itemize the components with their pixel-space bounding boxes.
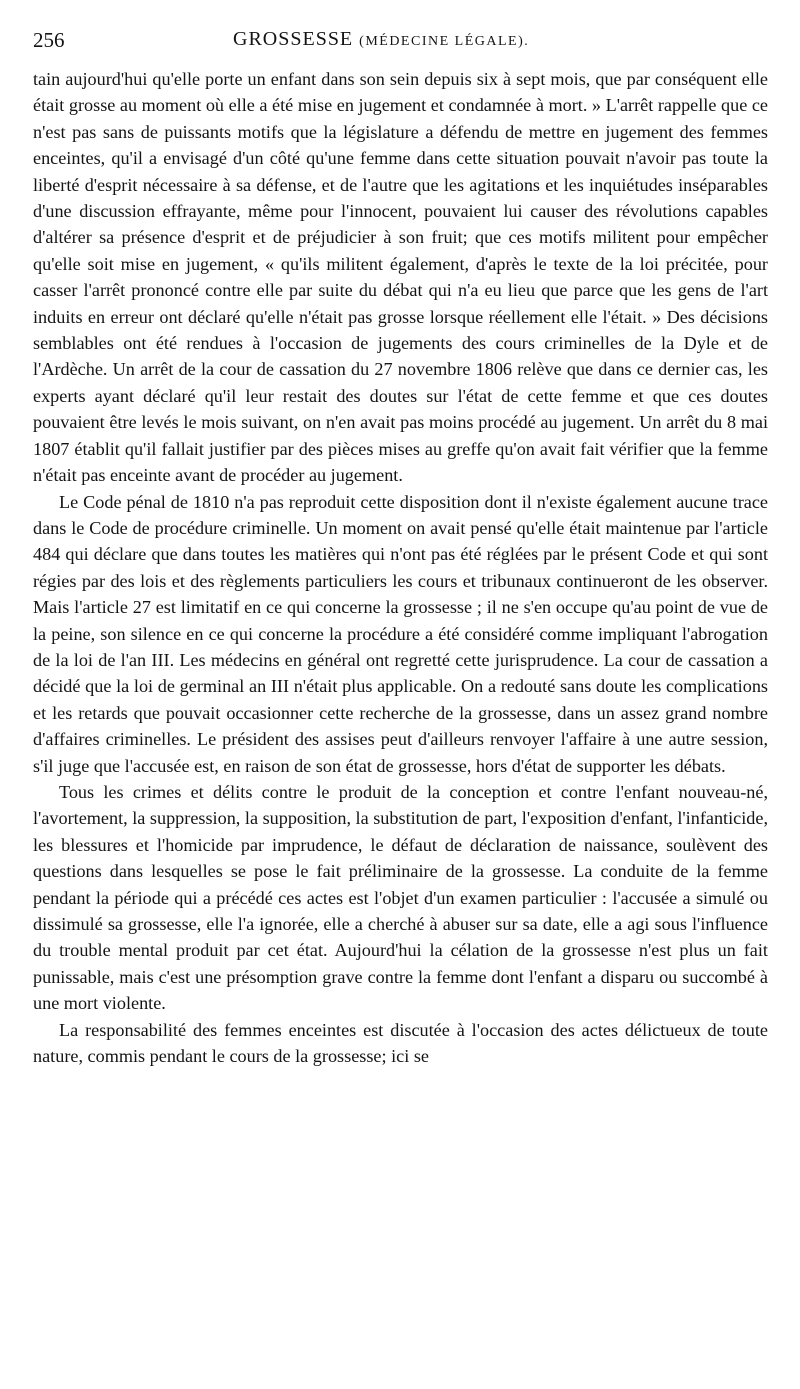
page-header	[33, 22, 768, 66]
paragraph-continuation: tain aujourd'hui qu'elle porte un enfant dans son sein depuis six à sept mois, que par conséquent elle était grosse au moment où elle a été mise en jugement et condamnée à mort. » L'arrêt rappelle que ce n'est pas sans de puissants motifs que la législature a défendu de mettre en jugement des femmes enceintes, qu'il a envisagé d'un côté qu'une femme dans cette situation pouvait n'avoir pas toute la liberté d'esprit nécessaire à sa défense, et de l'autre que les agitations et les inquiétudes inséparables d'une discussion effrayante, même pour l'innocent, pouvaient lui causer des révolutions capables d'altérer sa présence d'esprit et de préjudicier à son fruit; que ces motifs militent pour empêcher qu'elle soit mise en jugement, « qu'ils militent également, d'après le texte de la loi précitée, pour casser l'arrêt prononcé contre elle par suite du débat qui n'a eu lieu que parce que les gens de l'art induits en erreur ont déclaré qu'elle n'était pas grosse lorsque réellement elle l'était. » Des décisions semblables ont été rendues à l'occasion de jugements des cours criminelles de la Dyle et de l'Ardèche. Un arrêt de la cour de cassation du 27 novembre 1806 relève que dans ce dernier cas, les experts ayant déclaré qu'il leur restait des doutes sur l'état de cette femme et que ces doutes pouvaient être levés le mois suivant, on n'en avait pas moins procédé au jugement. Un arrêt du 8 mai 1807 établit qu'il fallait justifier par des pièces mises au greffe qu'on avait fait vérifier que la femme n'était pas enceinte avant de procéder au jugement.	[33, 69, 768, 486]
page-number: 256	[33, 28, 65, 52]
running-title-main: GROSSESSE	[233, 28, 354, 50]
running-title	[233, 28, 529, 51]
paragraph: Le Code pénal de 1810 n'a pas reproduit cette disposition dont il n'existe également aucune trace dans le Code de procédure criminelle. Un moment on avait pensé qu'elle était maintenue par l'article 484 qui déclare que dans toutes les matières qui n'ont pas été réglées par le présent Code et qui sont régies par des lois et des règlements particuliers les cours et tribunaux continueront de les observer. Mais l'article 27 est limitatif en ce qui concerne la grossesse ; il ne s'en occupe qu'au point de vue de la peine, son silence en ce qui concerne la procédure a été considéré comme impliquant l'abrogation de la loi de l'an III. Les médecins en général ont regretté cette jurisprudence. La cour de cassation a décidé que la loi de germinal an III n'était plus applicable. On a redouté sans doute les complications et les retards que pouvait occasionner cette recherche de la grossesse, dans un assez grand nombre d'affaires criminelles. Le président des assises peut d'ailleurs renvoyer l'affaire à une autre session, s'il juge que l'accusée est, en raison de son état de grossesse, hors d'état de supporter les débats.	[33, 491, 768, 776]
paragraph: Tous les crimes et délits contre le produit de la conception et contre l'enfant nouveau-né, l'avortement, la suppression, la supposition, la substitution de part, l'exposition d'enfant, l'infanticide, les blessures et l'homicide par imprudence, le défaut de déclaration de naissance, soulèvent des questions dans lesquelles se pose le fait préliminaire de la grossesse. La conduite de la femme pendant la période qui a précédé ces actes est l'objet d'un examen particulier : l'accusée a simulé ou dissimulé sa grossesse, elle l'a ignorée, elle a cherché à abuser sur sa date, elle a agi sous l'influence du trouble mental produit par cet état. Aujourd'hui la célation de la grossesse n'est plus un fait punissable, mais c'est une présomption grave contre la femme dont l'enfant a disparu ou succombé à une mort violente.	[33, 781, 768, 1014]
body-text	[33, 66, 768, 1069]
paragraph: La responsabilité des femmes enceintes est discutée à l'occasion des actes délictueux de toute nature, commis pendant le cours de la grossesse; ici se	[33, 1019, 768, 1067]
running-title-subtitle: (MÉDECINE LÉGALE).	[359, 34, 530, 49]
book-page	[33, 22, 768, 1069]
